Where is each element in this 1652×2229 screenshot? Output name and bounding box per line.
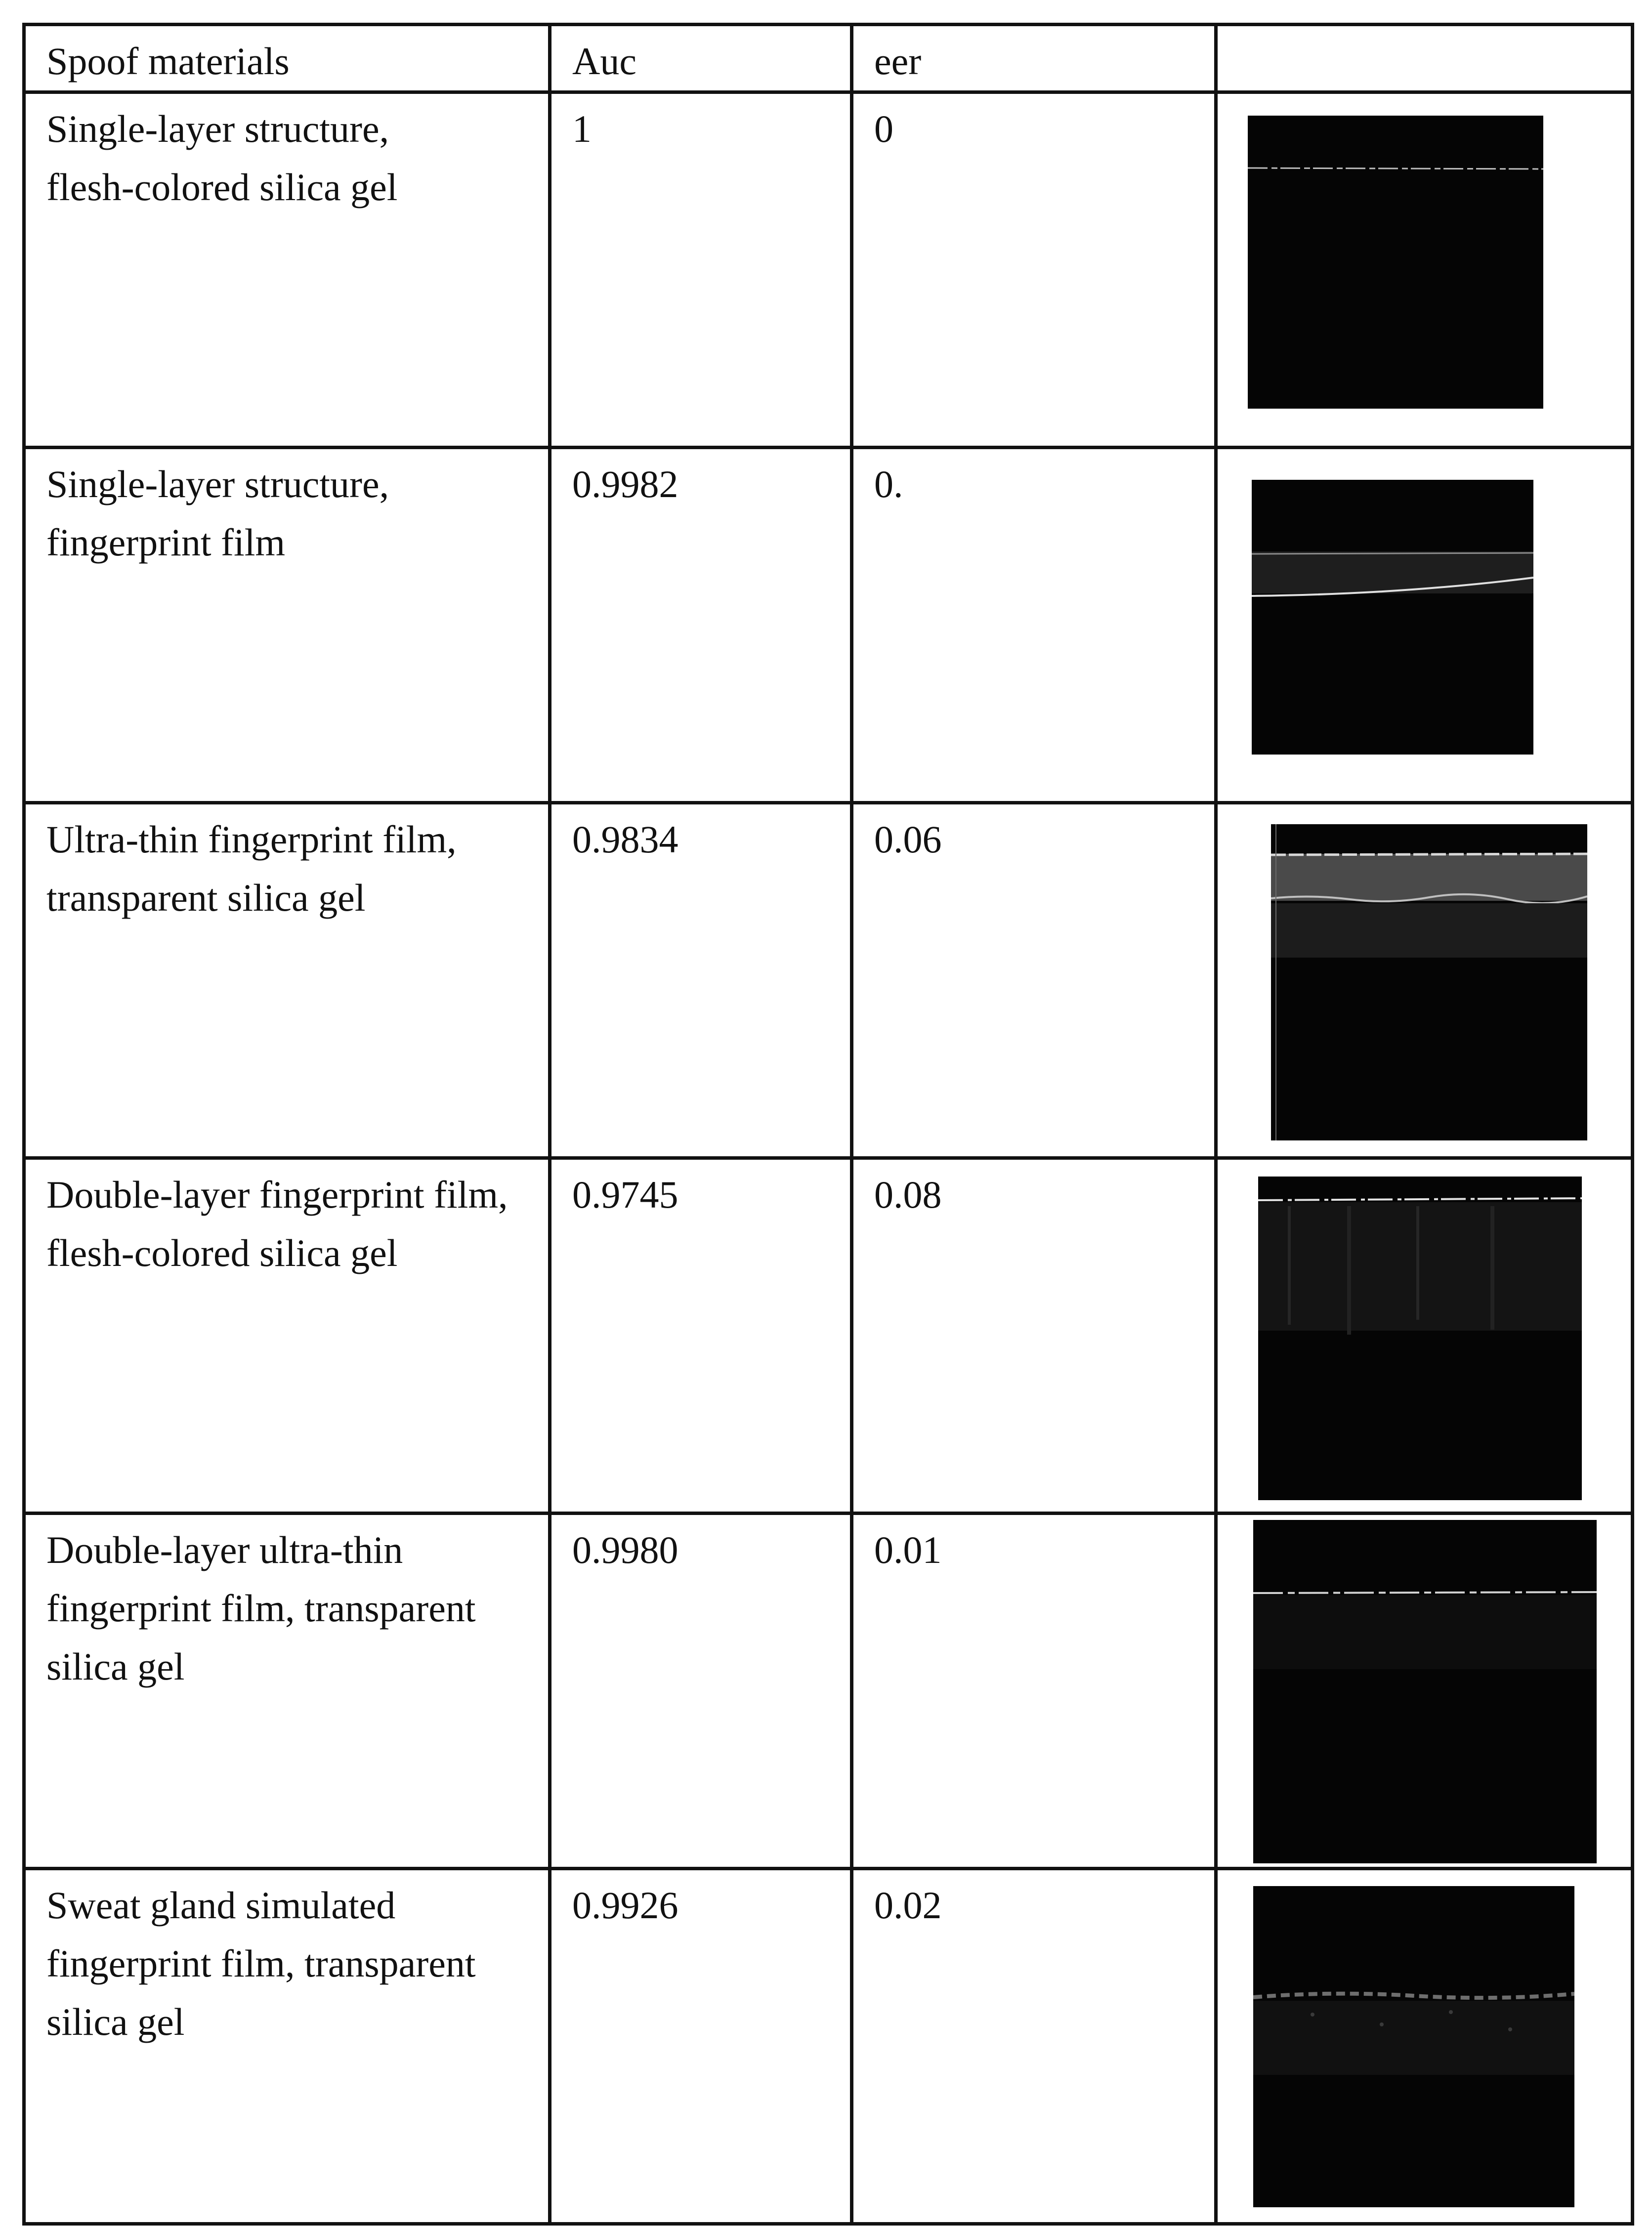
oct-scan-image bbox=[1252, 480, 1533, 755]
table-header-row bbox=[24, 25, 1633, 92]
table-row bbox=[24, 448, 1633, 803]
eer-cell bbox=[852, 1514, 1216, 1869]
eer-value: 0.02 bbox=[874, 1884, 942, 1927]
material-line: Single-layer structure, bbox=[46, 107, 389, 150]
header-eer: eer bbox=[874, 40, 922, 83]
table-row bbox=[24, 1158, 1633, 1514]
auc-cell bbox=[550, 1869, 852, 2224]
auc-value: 1 bbox=[572, 107, 592, 150]
material-cell bbox=[24, 448, 550, 803]
oct-scan-image bbox=[1258, 1177, 1582, 1500]
eer-cell bbox=[852, 92, 1216, 448]
eer-cell bbox=[852, 803, 1216, 1158]
table-row bbox=[24, 1514, 1633, 1869]
material-cell bbox=[24, 1158, 550, 1514]
header-auc: Auc bbox=[572, 40, 636, 83]
header-spoof-materials: Spoof materials bbox=[46, 40, 290, 83]
results-table bbox=[22, 23, 1634, 2226]
oct-image-cell bbox=[1216, 1158, 1633, 1514]
auc-value: 0.9834 bbox=[572, 818, 678, 861]
table-row bbox=[24, 92, 1633, 448]
table-row bbox=[24, 803, 1633, 1158]
oct-image-cell bbox=[1216, 803, 1633, 1158]
material-line: transparent silica gel bbox=[46, 876, 366, 919]
header-cell-eer bbox=[852, 25, 1216, 92]
material-line: Double-layer fingerprint film, bbox=[46, 1173, 508, 1216]
auc-cell bbox=[550, 1158, 852, 1514]
oct-scan-image bbox=[1248, 116, 1543, 409]
material-line: fingerprint film, transparent bbox=[46, 1942, 476, 1985]
material-line: Single-layer structure, bbox=[46, 463, 389, 505]
material-cell bbox=[24, 1869, 550, 2224]
material-line: flesh-colored silica gel bbox=[46, 1231, 398, 1274]
auc-value: 0.9982 bbox=[572, 463, 678, 505]
auc-value: 0.9926 bbox=[572, 1884, 678, 1927]
eer-value: 0.08 bbox=[874, 1173, 942, 1216]
oct-image-cell bbox=[1216, 448, 1633, 803]
auc-value: 0.9980 bbox=[572, 1528, 678, 1571]
header-image bbox=[1218, 26, 1631, 32]
auc-cell bbox=[550, 803, 852, 1158]
auc-cell bbox=[550, 1514, 852, 1869]
auc-cell bbox=[550, 92, 852, 448]
eer-cell bbox=[852, 1869, 1216, 2224]
material-line: flesh-colored silica gel bbox=[46, 166, 398, 209]
material-line: fingerprint film, transparent bbox=[46, 1587, 476, 1630]
material-line: fingerprint film bbox=[46, 521, 286, 564]
material-line: Ultra-thin fingerprint film, bbox=[46, 818, 457, 861]
oct-scan-image bbox=[1271, 824, 1587, 1140]
oct-image-cell bbox=[1216, 92, 1633, 448]
material-line: Sweat gland simulated bbox=[46, 1884, 396, 1927]
auc-cell bbox=[550, 448, 852, 803]
eer-value: 0. bbox=[874, 463, 903, 505]
auc-value: 0.9745 bbox=[572, 1173, 678, 1216]
header-cell-spoof-materials bbox=[24, 25, 550, 92]
oct-scan-image bbox=[1253, 1886, 1574, 2207]
material-line: silica gel bbox=[46, 2000, 185, 2043]
oct-image-cell bbox=[1216, 1869, 1633, 2224]
material-cell bbox=[24, 803, 550, 1158]
material-line: Double-layer ultra-thin bbox=[46, 1528, 403, 1571]
eer-cell bbox=[852, 1158, 1216, 1514]
material-cell bbox=[24, 1514, 550, 1869]
eer-cell bbox=[852, 448, 1216, 803]
material-line: silica gel bbox=[46, 1645, 185, 1688]
eer-value: 0.06 bbox=[874, 818, 942, 861]
header-cell-auc bbox=[550, 25, 852, 92]
eer-value: 0 bbox=[874, 107, 893, 150]
table-row bbox=[24, 1869, 1633, 2224]
material-cell bbox=[24, 92, 550, 448]
oct-image-cell bbox=[1216, 1514, 1633, 1869]
header-cell-image bbox=[1216, 25, 1633, 92]
oct-scan-image bbox=[1253, 1520, 1597, 1863]
eer-value: 0.01 bbox=[874, 1528, 942, 1571]
